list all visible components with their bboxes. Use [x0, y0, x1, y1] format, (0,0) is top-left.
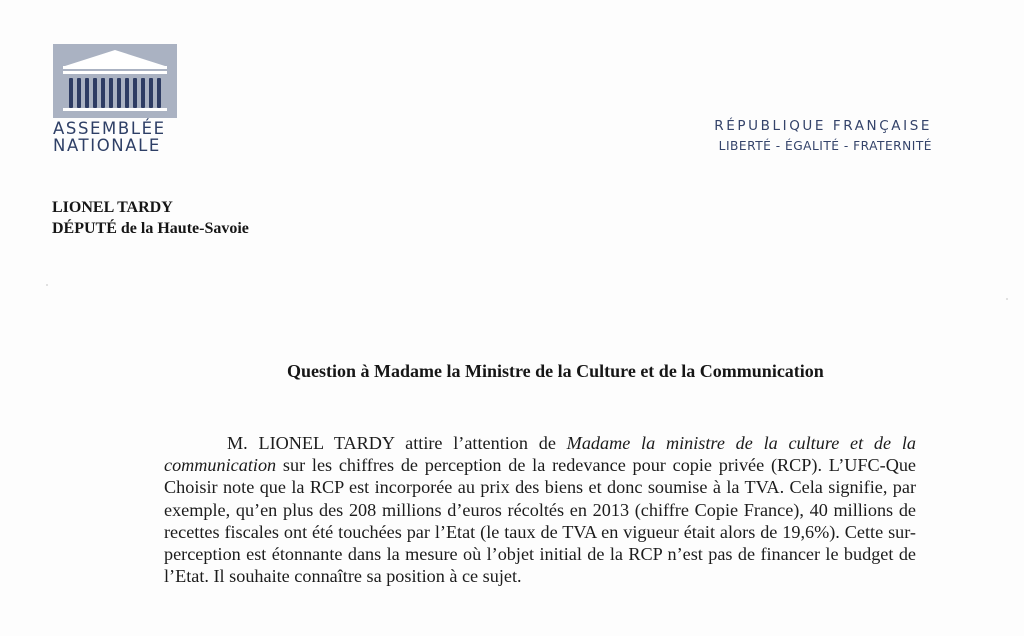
deputy-name: LIONEL TARDY — [52, 199, 173, 216]
scan-speck — [46, 284, 48, 286]
logo-line-nationale: NATIONALE — [53, 136, 161, 155]
question-addressee: Madame la ministre de la culture et de la communication — [164, 433, 916, 476]
logo-line-assemblee: ASSEMBLÉE — [53, 119, 166, 138]
assemblee-nationale-logo — [53, 44, 179, 154]
scan-speck — [1006, 298, 1008, 300]
question-author: M. LIONEL TARDY — [227, 433, 395, 453]
question-body — [164, 432, 916, 587]
question-text-intro: attire l’attention de — [394, 433, 567, 453]
deputy-header — [52, 197, 249, 239]
assemblee-building-icon — [53, 44, 177, 118]
republique-motto: LIBERTÉ - ÉGALITÉ - FRATERNITÉ — [718, 139, 932, 153]
deputy-title: DÉPUTÉ de la Haute-Savoie — [52, 220, 249, 237]
republique-name: RÉPUBLIQUE FRANÇAISE — [714, 118, 932, 134]
question-title: Question à Madame la Ministre de la Culture et de la Communication — [287, 361, 824, 381]
republique-francaise-block — [714, 118, 932, 153]
logo-wordmark — [53, 120, 179, 154]
question-text-main: sur les chiffres de perception de la redevance pour copie privée (RCP). L’UFC-Que Choisir note que la RCP est incorporée au prix des biens et donc soumise à la TVA. Cela signifie, par exemple, qu’en plus des 208 millions d’euros récoltés en 2013 (chiffre Copie France), 40 millions de recettes fiscales ont été touchées par l’Etat (le taux de TVA en vigueur était alors de 19,6%). Cette sur-perception est étonnante dans la mesure où l’objet initial de la RCP n’est pas de financer le budget de l’Etat. Il souhaite connaître sa position à ce sujet. — [164, 455, 916, 587]
